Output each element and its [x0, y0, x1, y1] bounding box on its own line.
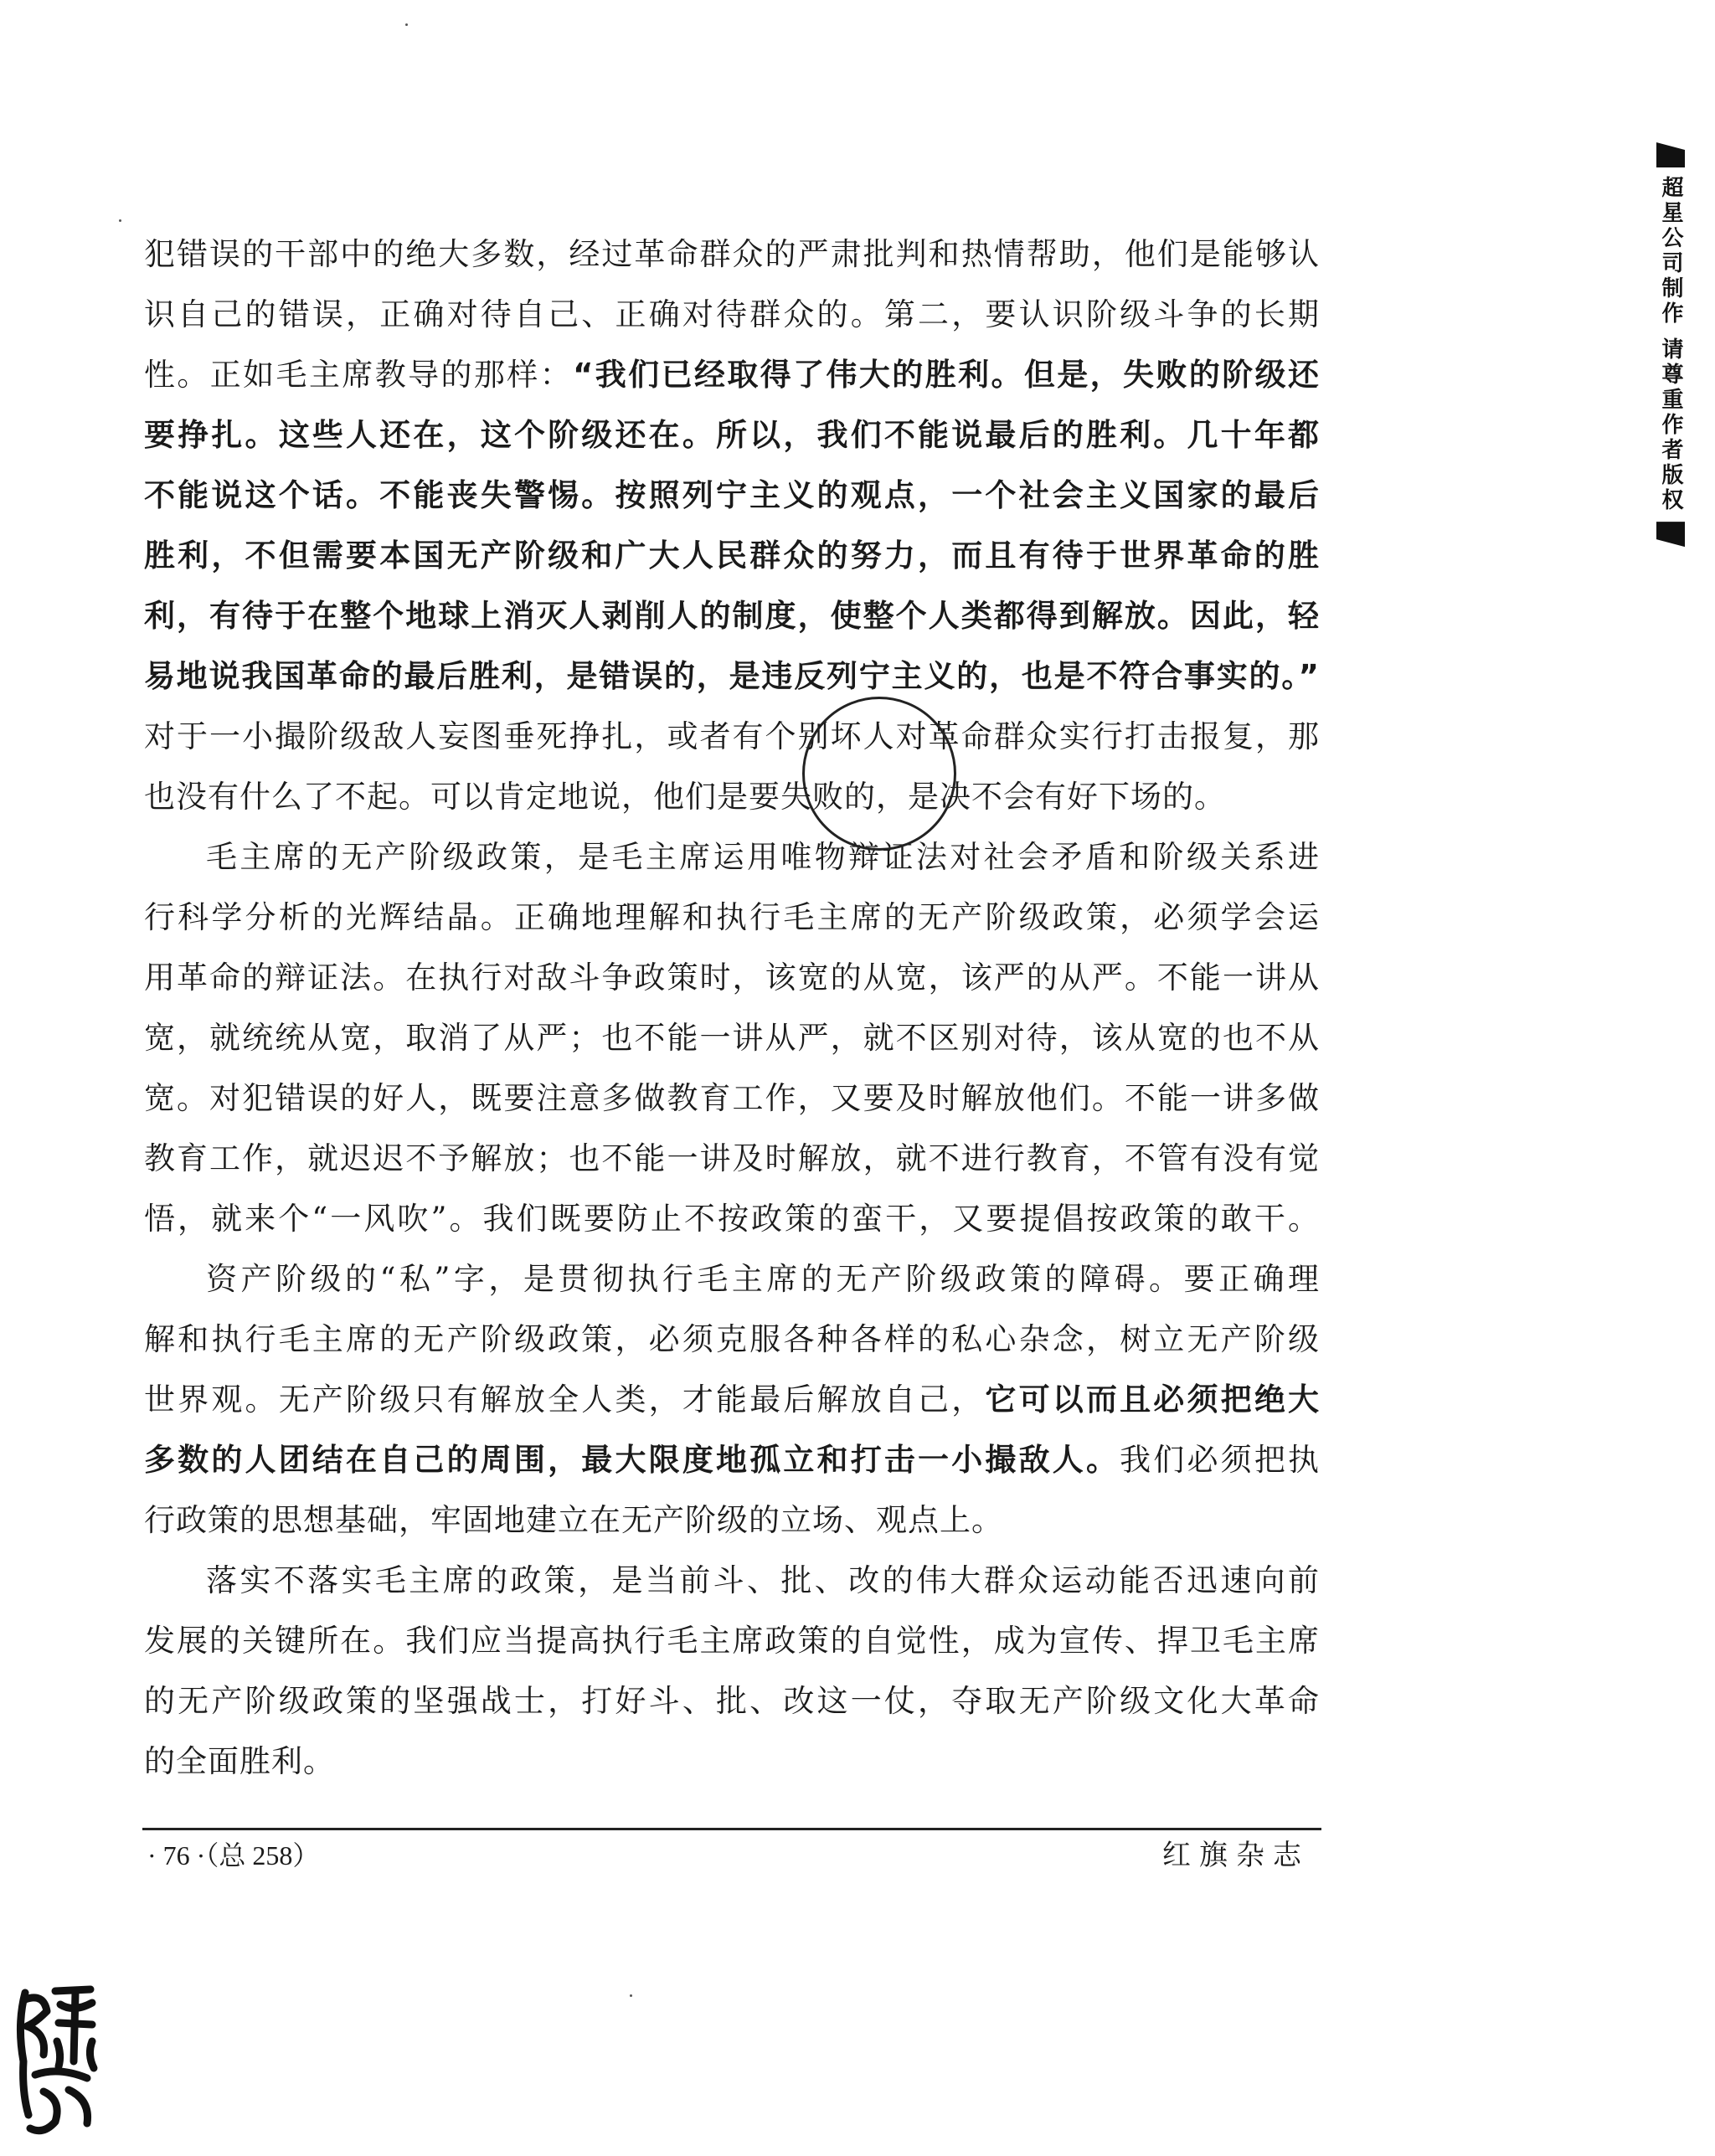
para3-line-3-normal: 世界观。无产阶级只有解放全人类，才能最后解放自己，: [144, 1382, 986, 1418]
scan-speck: [119, 219, 121, 222]
quote-line-5: 不能说这个话。不能丧失警惕。按照列宁主义的观点，一个社会主义国家的最后: [144, 477, 1320, 513]
para2-line-4: 宽，就统统从宽，取消了从严；也不能一讲从严，就不区别对待，该从宽的也不从: [144, 1020, 1320, 1056]
quote-line-4: 要挣扎。这些人还在，这个阶级还在。所以，我们不能说最后的胜利。几十年都: [144, 417, 1320, 453]
body-line-2: 识自己的错误，正确对待自己、正确对待群众的。第二，要认识阶级斗争的长期: [144, 296, 1320, 332]
para4-line-1: 落实不落实毛主席的政策，是当前斗、批、改的伟大群众运动能否迅速向前: [206, 1562, 1320, 1598]
watermark-bar-top: [1656, 142, 1685, 167]
para2-line-2: 行科学分析的光辉结晶。正确地理解和执行毛主席的无产阶级政策，必须学会运: [144, 899, 1320, 935]
para4-line-4: 的全面胜利。: [144, 1743, 335, 1779]
quote-start: “我们已经取得了伟大的胜利。但是，失败的阶级还: [573, 357, 1320, 393]
para4-line-2: 发展的关键所在。我们应当提高执行毛主席政策的自觉性，成为宣传、捍卫毛主席: [144, 1623, 1320, 1659]
article-body: [144, 224, 1320, 1792]
para4-line-3: 的无产阶级政策的坚强战士，打好斗、批、改这一仗，夺取无产阶级文化大革命: [144, 1683, 1320, 1719]
page-number: · 76 ·（总 258）: [147, 1840, 320, 1870]
para3-line-5: 行政策的思想基础，牢固地建立在无产阶级的立场、观点上。: [144, 1502, 1003, 1538]
scan-speck: [630, 1994, 632, 1997]
journal-name: 红旗杂志: [1162, 1839, 1310, 1872]
seal-stamp-icon: [10, 1974, 104, 2142]
body-line-3: [144, 345, 1320, 405]
body-line-9: 对于一小撮阶级敌人妄图垂死挣扎，或者有个别坏人对革命群众实行打击报复，那: [144, 718, 1320, 754]
quote-line-7: 利，有待于在整个地球上消灭人剥削人的制度，使整个人类都得到解放。因此，轻: [144, 598, 1320, 634]
para3-quote-start: 它可以而且必须把绝大: [985, 1382, 1321, 1418]
para3-line-1: 资产阶级的“私”字，是贯彻执行毛主席的无产阶级政策的障碍。要正确理: [206, 1261, 1320, 1297]
quote-line-8: 易地说我国革命的最后胜利，是错误的，是违反列宁主义的，也是不符合事实的。”: [144, 658, 1320, 694]
para2-line-6: 教育工作，就迟迟不予解放；也不能一讲及时解放，就不进行教育，不管有没有觉: [144, 1140, 1320, 1176]
watermark-bar-bottom: [1656, 522, 1685, 547]
para2-line-7: 悟，就来个“一风吹”。我们既要防止不按政策的蛮干，又要提倡按政策的敢干。: [144, 1201, 1320, 1237]
watermark-text: 超星公司制作 请尊重作者版权: [1658, 176, 1683, 514]
body-line-1: 犯错误的干部中的绝大多数，经过革命群众的严肃批判和热情帮助，他们是能够认: [144, 236, 1320, 272]
para2-line-1: 毛主席的无产阶级政策，是毛主席运用唯物辩证法对社会矛盾和阶级关系进: [206, 839, 1320, 875]
para2-line-3: 用革命的辩证法。在执行对敌斗争政策时，该宽的从宽，该严的从严。不能一讲从: [144, 960, 1320, 996]
para3-line-4-normal: 我们必须把执: [1120, 1442, 1321, 1478]
para3-quote-end: 多数的人团结在自己的周围，最大限度地孤立和打击一小撮敌人。: [144, 1442, 1120, 1478]
body-line-10: 也没有什么了不起。可以肯定地说，他们是要失败的，是决不会有好下场的。: [144, 779, 1226, 815]
para3-line-4: [144, 1430, 1320, 1490]
body-line-3-normal: 性。正如毛主席教导的那样：: [144, 357, 574, 393]
side-watermark: [1656, 142, 1685, 547]
para3-line-2: 解和执行毛主席的无产阶级政策，必须克服各种各样的私心杂念，树立无产阶级: [144, 1321, 1320, 1357]
para3-line-3: [144, 1370, 1320, 1430]
footer-divider: [142, 1828, 1321, 1830]
para2-line-5: 宽。对犯错误的好人，既要注意多做教育工作，又要及时解放他们。不能一讲多做: [144, 1080, 1320, 1116]
handwritten-circle-mark: [802, 697, 956, 851]
quote-line-6: 胜利，不但需要本国无产阶级和广大人民群众的努力，而且有待于世界革命的胜: [144, 538, 1320, 574]
scan-speck: [405, 23, 408, 26]
